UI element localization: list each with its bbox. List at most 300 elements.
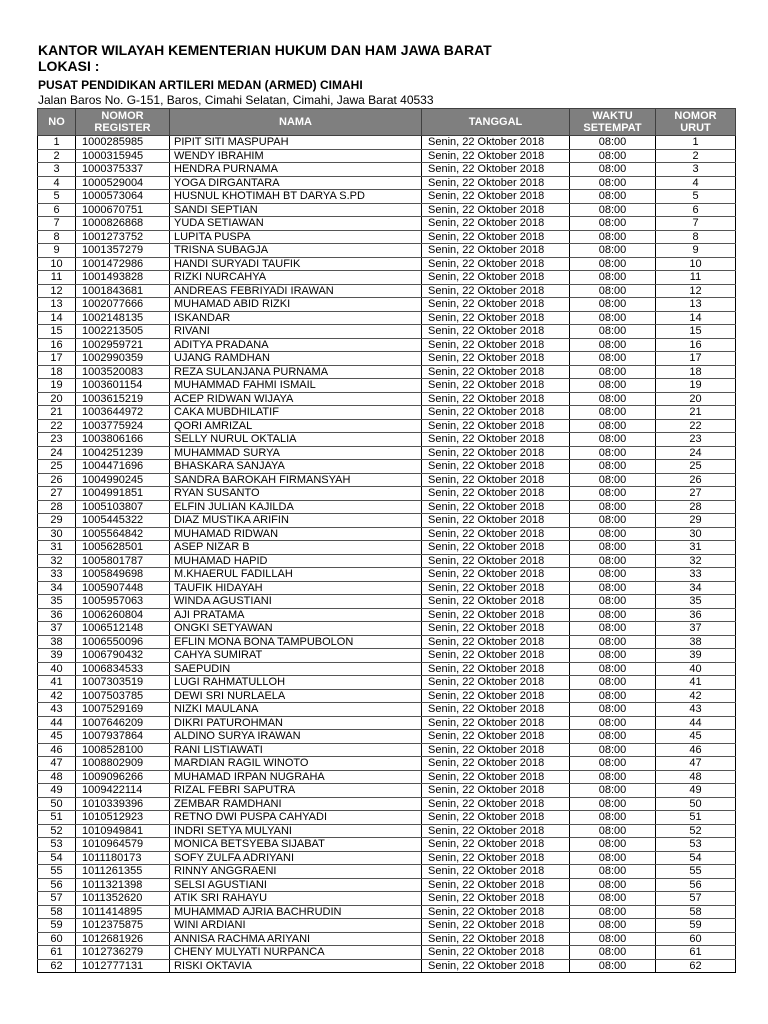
row-urut: 1	[656, 136, 736, 150]
row-urut: 27	[656, 487, 736, 501]
row-no: 56	[38, 878, 76, 892]
row-urut: 51	[656, 811, 736, 825]
row-tanggal: Senin, 22 Oktober 2018	[422, 487, 570, 501]
row-urut: 24	[656, 446, 736, 460]
row-nama: RISKI OKTAVIA	[170, 959, 422, 973]
location-label: LOKASI :	[38, 58, 100, 74]
row-register: 1007529169	[76, 703, 170, 717]
row-waktu: 08:00	[570, 824, 656, 838]
row-tanggal: Senin, 22 Oktober 2018	[422, 365, 570, 379]
row-waktu: 08:00	[570, 730, 656, 744]
row-register: 1012375875	[76, 919, 170, 933]
row-no: 59	[38, 919, 76, 933]
row-waktu: 08:00	[570, 244, 656, 258]
row-nama: YUDA SETIAWAN	[170, 217, 422, 231]
row-no: 7	[38, 217, 76, 231]
row-urut: 13	[656, 298, 736, 312]
row-no: 2	[38, 149, 76, 163]
row-register: 1003644972	[76, 406, 170, 420]
row-tanggal: Senin, 22 Oktober 2018	[422, 689, 570, 703]
row-register: 1009422114	[76, 784, 170, 798]
row-register: 1005445322	[76, 514, 170, 528]
row-nama: HENDRA PURNAMA	[170, 163, 422, 177]
row-urut: 50	[656, 797, 736, 811]
table-row	[38, 136, 736, 150]
row-waktu: 08:00	[570, 392, 656, 406]
row-tanggal: Senin, 22 Oktober 2018	[422, 946, 570, 960]
row-urut: 41	[656, 676, 736, 690]
row-no: 43	[38, 703, 76, 717]
table-row	[38, 419, 736, 433]
row-nama: ONGKI SETYAWAN	[170, 622, 422, 636]
row-no: 11	[38, 271, 76, 285]
row-register: 1000315945	[76, 149, 170, 163]
row-register: 1006834533	[76, 662, 170, 676]
row-waktu: 08:00	[570, 325, 656, 339]
row-urut: 9	[656, 244, 736, 258]
row-register: 1003806166	[76, 433, 170, 447]
row-nama: HANDI SURYADI TAUFIK	[170, 257, 422, 271]
row-no: 21	[38, 406, 76, 420]
row-nama: SELSI AGUSTIANI	[170, 878, 422, 892]
row-waktu: 08:00	[570, 959, 656, 973]
row-tanggal: Senin, 22 Oktober 2018	[422, 743, 570, 757]
row-waktu: 08:00	[570, 757, 656, 771]
row-register: 1002077666	[76, 298, 170, 312]
row-register: 1002959721	[76, 338, 170, 352]
row-no: 48	[38, 770, 76, 784]
row-tanggal: Senin, 22 Oktober 2018	[422, 446, 570, 460]
row-waktu: 08:00	[570, 311, 656, 325]
row-waktu: 08:00	[570, 919, 656, 933]
row-urut: 11	[656, 271, 736, 285]
row-nama: ACEP RIDWAN WIJAYA	[170, 392, 422, 406]
row-urut: 36	[656, 608, 736, 622]
row-nama: RIZAL FEBRI SAPUTRA	[170, 784, 422, 798]
row-register: 1007503785	[76, 689, 170, 703]
row-register: 1010964579	[76, 838, 170, 852]
row-register: 1011180173	[76, 851, 170, 865]
row-urut: 44	[656, 716, 736, 730]
row-urut: 38	[656, 635, 736, 649]
row-nama: SOFY ZULFA ADRIYANI	[170, 851, 422, 865]
row-no: 28	[38, 500, 76, 514]
row-nama: QORI AMRIZAL	[170, 419, 422, 433]
row-nama: MUHAMMAD AJRIA BACHRUDIN	[170, 905, 422, 919]
row-urut: 54	[656, 851, 736, 865]
row-tanggal: Senin, 22 Oktober 2018	[422, 284, 570, 298]
row-waktu: 08:00	[570, 217, 656, 231]
row-no: 14	[38, 311, 76, 325]
row-tanggal: Senin, 22 Oktober 2018	[422, 419, 570, 433]
row-no: 49	[38, 784, 76, 798]
row-no: 1	[38, 136, 76, 150]
row-tanggal: Senin, 22 Oktober 2018	[422, 730, 570, 744]
row-urut: 12	[656, 284, 736, 298]
row-nama: ISKANDAR	[170, 311, 422, 325]
row-tanggal: Senin, 22 Oktober 2018	[422, 554, 570, 568]
row-urut: 22	[656, 419, 736, 433]
row-register: 1004251239	[76, 446, 170, 460]
row-nama: WENDY IBRAHIM	[170, 149, 422, 163]
row-tanggal: Senin, 22 Oktober 2018	[422, 433, 570, 447]
table-row	[38, 433, 736, 447]
row-tanggal: Senin, 22 Oktober 2018	[422, 271, 570, 285]
row-waktu: 08:00	[570, 433, 656, 447]
row-urut: 53	[656, 838, 736, 852]
row-nama: NIZKI MAULANA	[170, 703, 422, 717]
row-nama: ANNISA RACHMA ARIYANI	[170, 932, 422, 946]
row-nama: TAUFIK HIDAYAH	[170, 581, 422, 595]
row-tanggal: Senin, 22 Oktober 2018	[422, 406, 570, 420]
row-tanggal: Senin, 22 Oktober 2018	[422, 757, 570, 771]
row-register: 1005564842	[76, 527, 170, 541]
row-nama: ALDINO SURYA IRAWAN	[170, 730, 422, 744]
row-no: 52	[38, 824, 76, 838]
row-register: 1012777131	[76, 959, 170, 973]
row-tanggal: Senin, 22 Oktober 2018	[422, 379, 570, 393]
row-nama: ZEMBAR RAMDHANI	[170, 797, 422, 811]
row-tanggal: Senin, 22 Oktober 2018	[422, 865, 570, 879]
row-nama: YOGA DIRGANTARA	[170, 176, 422, 190]
row-register: 1005907448	[76, 581, 170, 595]
row-no: 44	[38, 716, 76, 730]
row-tanggal: Senin, 22 Oktober 2018	[422, 824, 570, 838]
row-no: 12	[38, 284, 76, 298]
row-tanggal: Senin, 22 Oktober 2018	[422, 392, 570, 406]
table-row	[38, 703, 736, 717]
row-waktu: 08:00	[570, 284, 656, 298]
row-no: 22	[38, 419, 76, 433]
col-header-waktu: WAKTU SETEMPAT	[570, 109, 656, 136]
row-no: 35	[38, 595, 76, 609]
row-register: 1001273752	[76, 230, 170, 244]
row-tanggal: Senin, 22 Oktober 2018	[422, 919, 570, 933]
col-header-tanggal: TANGGAL	[422, 109, 570, 136]
row-urut: 52	[656, 824, 736, 838]
row-register: 1008802909	[76, 757, 170, 771]
table-row	[38, 163, 736, 177]
row-tanggal: Senin, 22 Oktober 2018	[422, 892, 570, 906]
table-row	[38, 352, 736, 366]
row-waktu: 08:00	[570, 568, 656, 582]
row-nama: MUHAMMAD FAHMI ISMAIL	[170, 379, 422, 393]
row-urut: 61	[656, 946, 736, 960]
row-waktu: 08:00	[570, 865, 656, 879]
row-register: 1000375337	[76, 163, 170, 177]
row-urut: 29	[656, 514, 736, 528]
row-no: 39	[38, 649, 76, 663]
row-no: 17	[38, 352, 76, 366]
table-row	[38, 473, 736, 487]
table-row	[38, 622, 736, 636]
row-waktu: 08:00	[570, 230, 656, 244]
row-nama: RINNY ANGGRAENI	[170, 865, 422, 879]
row-waktu: 08:00	[570, 662, 656, 676]
row-register: 1011261355	[76, 865, 170, 879]
row-urut: 57	[656, 892, 736, 906]
row-waktu: 08:00	[570, 635, 656, 649]
table-row	[38, 149, 736, 163]
table-row	[38, 784, 736, 798]
row-nama: DEWI SRI NURLAELA	[170, 689, 422, 703]
row-register: 1010949841	[76, 824, 170, 838]
row-waktu: 08:00	[570, 743, 656, 757]
table-row	[38, 905, 736, 919]
table-row	[38, 487, 736, 501]
row-tanggal: Senin, 22 Oktober 2018	[422, 244, 570, 258]
row-register: 1001357279	[76, 244, 170, 258]
table-row	[38, 662, 736, 676]
row-nama: SANDRA BAROKAH FIRMANSYAH	[170, 473, 422, 487]
row-nama: AJI PRATAMA	[170, 608, 422, 622]
row-register: 1010512923	[76, 811, 170, 825]
row-nama: CHENY MULYATI NURPANCA	[170, 946, 422, 960]
table-row	[38, 892, 736, 906]
row-nama: WINI ARDIANI	[170, 919, 422, 933]
table-row	[38, 500, 736, 514]
row-nama: RANI LISTIAWATI	[170, 743, 422, 757]
row-tanggal: Senin, 22 Oktober 2018	[422, 514, 570, 528]
table-row	[38, 338, 736, 352]
row-register: 1006550096	[76, 635, 170, 649]
row-tanggal: Senin, 22 Oktober 2018	[422, 905, 570, 919]
row-urut: 35	[656, 595, 736, 609]
table-row	[38, 743, 736, 757]
row-nama: RIVANI	[170, 325, 422, 339]
table-row	[38, 271, 736, 285]
row-register: 1002213505	[76, 325, 170, 339]
row-urut: 31	[656, 541, 736, 555]
location-address: Jalan Baros No. G-151, Baros, Cimahi Selatan, Cimahi, Jawa Barat 40533	[38, 93, 434, 107]
row-urut: 17	[656, 352, 736, 366]
table-row	[38, 946, 736, 960]
row-no: 27	[38, 487, 76, 501]
row-no: 41	[38, 676, 76, 690]
row-no: 34	[38, 581, 76, 595]
row-nama: MONICA BETSYEBA SIJABAT	[170, 838, 422, 852]
table-row	[38, 514, 736, 528]
row-urut: 59	[656, 919, 736, 933]
row-register: 1001493828	[76, 271, 170, 285]
row-no: 10	[38, 257, 76, 271]
row-waktu: 08:00	[570, 878, 656, 892]
row-tanggal: Senin, 22 Oktober 2018	[422, 851, 570, 865]
row-waktu: 08:00	[570, 338, 656, 352]
row-no: 30	[38, 527, 76, 541]
row-register: 1000529004	[76, 176, 170, 190]
row-tanggal: Senin, 22 Oktober 2018	[422, 595, 570, 609]
row-urut: 39	[656, 649, 736, 663]
row-register: 1004990245	[76, 473, 170, 487]
row-no: 62	[38, 959, 76, 973]
row-no: 23	[38, 433, 76, 447]
row-tanggal: Senin, 22 Oktober 2018	[422, 136, 570, 150]
row-nama: PIPIT SITI MASPUPAH	[170, 136, 422, 150]
row-urut: 23	[656, 433, 736, 447]
row-nama: MUHAMAD IRPAN NUGRAHA	[170, 770, 422, 784]
table-row	[38, 392, 736, 406]
row-waktu: 08:00	[570, 257, 656, 271]
table-row	[38, 959, 736, 973]
row-waktu: 08:00	[570, 649, 656, 663]
row-no: 20	[38, 392, 76, 406]
row-nama: DIKRI PATUROHMAN	[170, 716, 422, 730]
row-register: 1000285985	[76, 136, 170, 150]
row-no: 40	[38, 662, 76, 676]
row-register: 1005103807	[76, 500, 170, 514]
row-no: 33	[38, 568, 76, 582]
row-register: 1000670751	[76, 203, 170, 217]
row-register: 1003615219	[76, 392, 170, 406]
table-row	[38, 527, 736, 541]
row-nama: LUGI RAHMATULLOH	[170, 676, 422, 690]
table-row	[38, 595, 736, 609]
row-no: 55	[38, 865, 76, 879]
row-urut: 33	[656, 568, 736, 582]
row-waktu: 08:00	[570, 136, 656, 150]
row-tanggal: Senin, 22 Oktober 2018	[422, 473, 570, 487]
row-tanggal: Senin, 22 Oktober 2018	[422, 176, 570, 190]
table-row	[38, 568, 736, 582]
row-urut: 58	[656, 905, 736, 919]
row-urut: 62	[656, 959, 736, 973]
document-header	[38, 42, 738, 107]
location-place: PUSAT PENDIDIKAN ARTILERI MEDAN (ARMED) CIMAHI	[38, 78, 363, 92]
row-nama: SAEPUDIN	[170, 662, 422, 676]
row-no: 51	[38, 811, 76, 825]
row-register: 1011352620	[76, 892, 170, 906]
table-row	[38, 284, 736, 298]
row-no: 47	[38, 757, 76, 771]
row-no: 54	[38, 851, 76, 865]
row-no: 13	[38, 298, 76, 312]
row-tanggal: Senin, 22 Oktober 2018	[422, 149, 570, 163]
row-nama: LUPITA PUSPA	[170, 230, 422, 244]
row-tanggal: Senin, 22 Oktober 2018	[422, 163, 570, 177]
row-waktu: 08:00	[570, 149, 656, 163]
row-tanggal: Senin, 22 Oktober 2018	[422, 338, 570, 352]
table-row	[38, 298, 736, 312]
row-urut: 28	[656, 500, 736, 514]
table-row	[38, 838, 736, 852]
table-row	[38, 919, 736, 933]
row-waktu: 08:00	[570, 770, 656, 784]
row-tanggal: Senin, 22 Oktober 2018	[422, 649, 570, 663]
row-register: 1005957063	[76, 595, 170, 609]
row-tanggal: Senin, 22 Oktober 2018	[422, 770, 570, 784]
row-waktu: 08:00	[570, 689, 656, 703]
row-urut: 47	[656, 757, 736, 771]
row-urut: 37	[656, 622, 736, 636]
row-register: 1006790432	[76, 649, 170, 663]
row-waktu: 08:00	[570, 379, 656, 393]
table-row	[38, 635, 736, 649]
row-tanggal: Senin, 22 Oktober 2018	[422, 703, 570, 717]
row-waktu: 08:00	[570, 541, 656, 555]
row-urut: 6	[656, 203, 736, 217]
table-row	[38, 460, 736, 474]
table-row	[38, 203, 736, 217]
row-urut: 42	[656, 689, 736, 703]
row-tanggal: Senin, 22 Oktober 2018	[422, 541, 570, 555]
row-urut: 32	[656, 554, 736, 568]
row-waktu: 08:00	[570, 703, 656, 717]
row-urut: 3	[656, 163, 736, 177]
row-waktu: 08:00	[570, 446, 656, 460]
row-tanggal: Senin, 22 Oktober 2018	[422, 635, 570, 649]
row-register: 1003520083	[76, 365, 170, 379]
row-waktu: 08:00	[570, 851, 656, 865]
row-no: 58	[38, 905, 76, 919]
row-no: 42	[38, 689, 76, 703]
row-tanggal: Senin, 22 Oktober 2018	[422, 568, 570, 582]
table-header-row	[38, 109, 736, 136]
row-tanggal: Senin, 22 Oktober 2018	[422, 959, 570, 973]
row-register: 1002990359	[76, 352, 170, 366]
table-row	[38, 217, 736, 231]
row-waktu: 08:00	[570, 946, 656, 960]
table-row	[38, 541, 736, 555]
row-urut: 15	[656, 325, 736, 339]
table-row	[38, 230, 736, 244]
row-urut: 40	[656, 662, 736, 676]
row-urut: 26	[656, 473, 736, 487]
row-register: 1001843681	[76, 284, 170, 298]
row-nama: SANDI SEPTIAN	[170, 203, 422, 217]
row-no: 57	[38, 892, 76, 906]
row-waktu: 08:00	[570, 176, 656, 190]
row-nama: WINDA AGUSTIANI	[170, 595, 422, 609]
table-row	[38, 257, 736, 271]
col-header-no: NO	[38, 109, 76, 136]
row-waktu: 08:00	[570, 811, 656, 825]
row-tanggal: Senin, 22 Oktober 2018	[422, 797, 570, 811]
row-register: 1005801787	[76, 554, 170, 568]
row-waktu: 08:00	[570, 581, 656, 595]
row-nama: M.KHAERUL FADILLAH	[170, 568, 422, 582]
row-urut: 49	[656, 784, 736, 798]
row-waktu: 08:00	[570, 473, 656, 487]
office-title: KANTOR WILAYAH KEMENTERIAN HUKUM DAN HAM JAWA BARAT	[38, 42, 492, 58]
table-row	[38, 770, 736, 784]
row-urut: 4	[656, 176, 736, 190]
row-urut: 20	[656, 392, 736, 406]
row-waktu: 08:00	[570, 932, 656, 946]
row-register: 1000573064	[76, 190, 170, 204]
row-waktu: 08:00	[570, 298, 656, 312]
row-urut: 5	[656, 190, 736, 204]
row-register: 1001472986	[76, 257, 170, 271]
row-waktu: 08:00	[570, 163, 656, 177]
row-register: 1004471696	[76, 460, 170, 474]
row-register: 1003601154	[76, 379, 170, 393]
row-nama: RYAN SUSANTO	[170, 487, 422, 501]
participant-table	[37, 108, 736, 973]
row-no: 46	[38, 743, 76, 757]
row-register: 1007646209	[76, 716, 170, 730]
row-urut: 14	[656, 311, 736, 325]
row-waktu: 08:00	[570, 203, 656, 217]
row-nama: RETNO DWI PUSPA CAHYADI	[170, 811, 422, 825]
row-nama: MUHAMAD HAPID	[170, 554, 422, 568]
row-register: 1006512148	[76, 622, 170, 636]
row-waktu: 08:00	[570, 500, 656, 514]
row-tanggal: Senin, 22 Oktober 2018	[422, 838, 570, 852]
table-row	[38, 608, 736, 622]
table-row	[38, 865, 736, 879]
table-row	[38, 446, 736, 460]
